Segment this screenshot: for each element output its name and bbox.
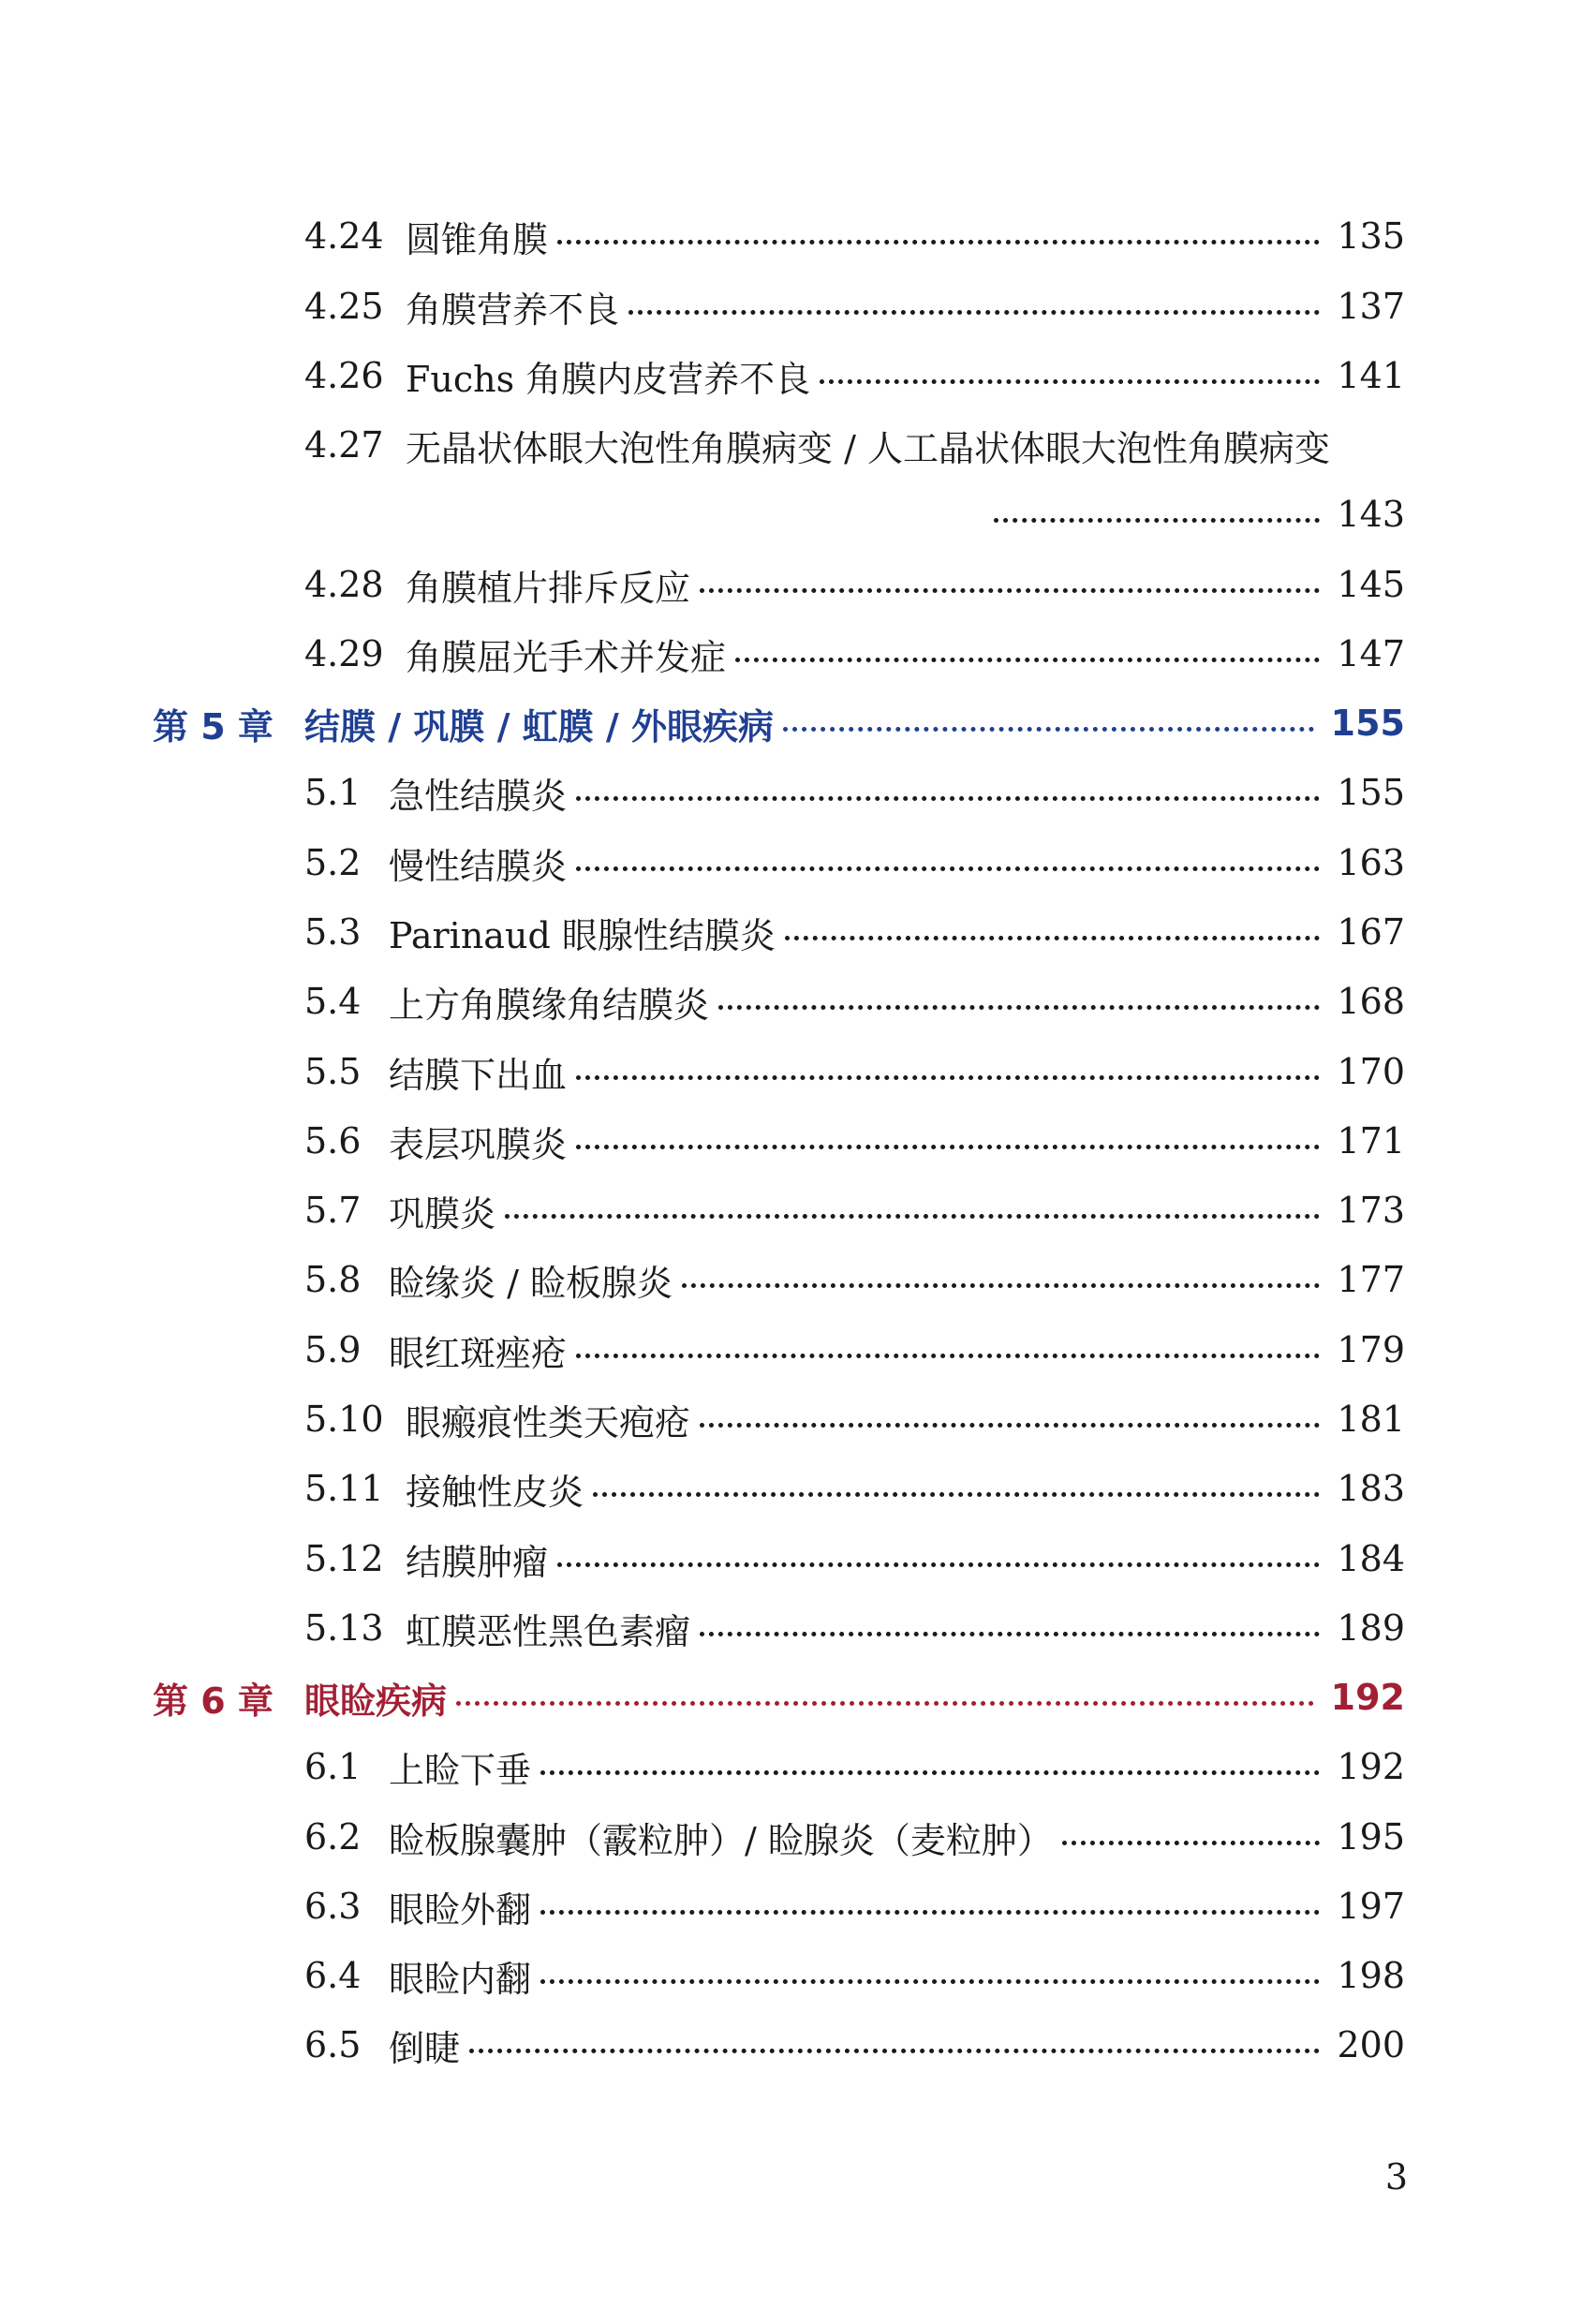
toc-entry-4-27-continuation[interactable]	[304, 486, 1405, 542]
entry-page: 197	[1337, 1886, 1405, 1927]
dot-leader	[540, 1979, 1320, 1984]
toc-entry-4-26[interactable]	[304, 348, 1405, 404]
dot-leader	[994, 518, 1320, 523]
entry-page: 147	[1337, 633, 1405, 674]
entry-page: 192	[1337, 1746, 1405, 1787]
entry-number: 4.24	[304, 215, 384, 257]
dot-leader	[735, 658, 1320, 662]
entry-title: 结膜肿瘤	[406, 1541, 549, 1583]
toc-entry-5-3[interactable]	[304, 904, 1405, 960]
entry-title: 角膜植片排斥反应	[406, 567, 691, 609]
entry-number: 5.11	[304, 1468, 384, 1509]
entry-number: 4.28	[304, 564, 384, 605]
entry-number: 5.7	[304, 1190, 362, 1231]
chapter-title: 眼睑疾病	[304, 1680, 448, 1722]
toc-entry-5-2[interactable]	[304, 835, 1405, 891]
toc-entry-5-1[interactable]	[304, 764, 1405, 821]
entry-title: 眼瘢痕性类天疱疮	[406, 1401, 691, 1443]
dot-leader	[628, 310, 1320, 315]
dot-leader	[682, 1283, 1321, 1288]
entry-title: 表层巩膜炎	[389, 1123, 568, 1165]
entry-page: 195	[1337, 1816, 1405, 1858]
entry-number: 5.6	[304, 1120, 362, 1162]
entry-page: 163	[1337, 842, 1405, 883]
dot-leader	[576, 866, 1320, 871]
entry-page: 137	[1337, 286, 1405, 327]
entry-title: 眼睑内翻	[389, 1958, 532, 2000]
entry-number: 5.13	[304, 1607, 384, 1649]
toc-entry-6-3[interactable]	[304, 1878, 1405, 1934]
toc-entry-5-6[interactable]	[304, 1113, 1405, 1169]
toc-entry-5-7[interactable]	[304, 1182, 1405, 1238]
toc-entry-4-27[interactable]	[304, 417, 1405, 473]
dot-leader	[576, 1075, 1320, 1080]
dot-leader	[576, 1145, 1320, 1149]
entry-title: Parinaud 眼腺性结膜炎	[389, 914, 776, 956]
entry-title: 眼睑外翻	[389, 1888, 532, 1931]
dot-leader	[1062, 1841, 1321, 1845]
entry-page: 184	[1337, 1538, 1405, 1579]
entry-title: 上方角膜缘角结膜炎	[389, 984, 710, 1026]
toc-entry-6-5[interactable]	[304, 2017, 1405, 2073]
entry-number: 5.1	[304, 772, 362, 813]
entry-title: 虹膜恶性黑色素瘤	[406, 1610, 691, 1652]
entry-title: 睑板腺囊肿（霰粒肿）/ 睑腺炎（麦粒肿）	[389, 1819, 1053, 1861]
entry-page: 155	[1337, 772, 1405, 813]
chapter-page: 155	[1330, 703, 1405, 744]
dot-leader	[593, 1492, 1320, 1497]
entry-title: 圆锥角膜	[406, 218, 549, 260]
entry-page: 179	[1337, 1329, 1405, 1370]
toc-entry-5-11[interactable]	[304, 1460, 1405, 1517]
entry-title: Fuchs 角膜内皮营养不良	[406, 358, 811, 400]
chapter-title: 结膜 / 巩膜 / 虹膜 / 外眼疾病	[304, 705, 775, 748]
entry-page: 189	[1337, 1607, 1405, 1649]
chapter-page: 192	[1330, 1677, 1405, 1718]
entry-number: 5.9	[304, 1329, 362, 1370]
entry-title: 接触性皮炎	[406, 1471, 584, 1513]
dot-leader	[557, 240, 1320, 244]
entry-page: 145	[1337, 564, 1405, 605]
dot-leader	[540, 1770, 1320, 1775]
entry-title: 睑缘炎 / 睑板腺炎	[389, 1262, 673, 1304]
dot-leader	[456, 1701, 1314, 1706]
entry-title: 慢性结膜炎	[389, 845, 568, 887]
entry-page: 141	[1337, 355, 1405, 396]
entry-number: 6.3	[304, 1886, 362, 1927]
entry-number: 6.1	[304, 1746, 362, 1787]
dot-leader	[469, 2049, 1320, 2053]
entry-page: 177	[1337, 1259, 1405, 1300]
dot-leader	[557, 1562, 1320, 1567]
toc-entry-6-2[interactable]	[304, 1809, 1405, 1865]
toc-entry-4-29[interactable]	[304, 626, 1405, 682]
entry-number: 5.2	[304, 842, 362, 883]
dot-leader	[783, 727, 1314, 732]
chapter-number: 第 6 章	[153, 1680, 274, 1722]
entry-page: 173	[1337, 1190, 1405, 1231]
entry-page: 171	[1337, 1120, 1405, 1162]
entry-title: 角膜营养不良	[406, 289, 620, 331]
entry-page: 181	[1337, 1399, 1405, 1440]
toc-entry-5-10[interactable]	[304, 1391, 1405, 1447]
entry-number: 5.12	[304, 1538, 384, 1579]
entry-title: 角膜屈光手术并发症	[406, 636, 727, 678]
toc-entry-4-28[interactable]	[304, 556, 1405, 613]
toc-entry-5-8[interactable]	[304, 1251, 1405, 1308]
toc-entry-5-13[interactable]	[304, 1600, 1405, 1656]
entry-title: 倒睫	[389, 2027, 461, 2069]
entry-title: 眼红斑痤疮	[389, 1332, 568, 1374]
entry-number: 5.8	[304, 1259, 362, 1300]
chapter-number: 第 5 章	[153, 705, 274, 748]
toc-entry-5-5[interactable]	[304, 1044, 1405, 1100]
toc-entry-5-12[interactable]	[304, 1531, 1405, 1587]
entry-page: 168	[1337, 981, 1405, 1022]
dot-leader	[505, 1214, 1320, 1219]
dot-leader	[700, 588, 1320, 593]
entry-title: 巩膜炎	[389, 1192, 496, 1235]
entry-number: 4.27	[304, 424, 384, 466]
entry-number: 4.25	[304, 286, 384, 327]
toc-entry-4-25[interactable]	[304, 278, 1405, 334]
entry-number: 6.4	[304, 1955, 362, 1996]
entry-number: 5.4	[304, 981, 362, 1022]
dot-leader	[820, 379, 1320, 384]
toc-entry-6-1[interactable]	[304, 1739, 1405, 1795]
dot-leader	[718, 1005, 1320, 1010]
dot-leader	[576, 796, 1320, 801]
toc-entry-6-4[interactable]	[304, 1947, 1405, 2004]
entry-page: 143	[1337, 494, 1405, 535]
dot-leader	[576, 1354, 1320, 1358]
entry-page: 167	[1337, 911, 1405, 953]
dot-leader	[700, 1632, 1320, 1636]
toc-entry-5-9[interactable]	[304, 1322, 1405, 1378]
entry-number: 6.5	[304, 2024, 362, 2065]
dot-leader	[785, 936, 1321, 940]
toc-entry-4-24[interactable]	[304, 208, 1405, 264]
entry-title: 结膜下出血	[389, 1054, 568, 1096]
entry-page: 183	[1337, 1468, 1405, 1509]
entry-page: 135	[1337, 215, 1405, 257]
entry-title: 上睑下垂	[389, 1749, 532, 1791]
toc-chapter-6[interactable]	[153, 1669, 1405, 1725]
dot-leader	[700, 1423, 1320, 1428]
entry-number: 6.2	[304, 1816, 362, 1858]
page-number: 3	[1384, 2156, 1408, 2198]
entry-number: 4.29	[304, 633, 384, 674]
entry-title: 无晶状体眼大泡性角膜病变 / 人工晶状体眼大泡性角膜病变	[406, 427, 1330, 469]
toc-chapter-5[interactable]	[153, 695, 1405, 751]
entry-number: 4.26	[304, 355, 384, 396]
entry-page: 200	[1337, 2024, 1405, 2065]
toc-entry-5-4[interactable]	[304, 973, 1405, 1029]
entry-title: 急性结膜炎	[389, 775, 568, 817]
dot-leader	[540, 1910, 1320, 1915]
entry-number: 5.3	[304, 911, 362, 953]
entry-number: 5.5	[304, 1051, 362, 1092]
entry-page: 170	[1337, 1051, 1405, 1092]
entry-page: 198	[1337, 1955, 1405, 1996]
entry-number: 5.10	[304, 1399, 384, 1440]
